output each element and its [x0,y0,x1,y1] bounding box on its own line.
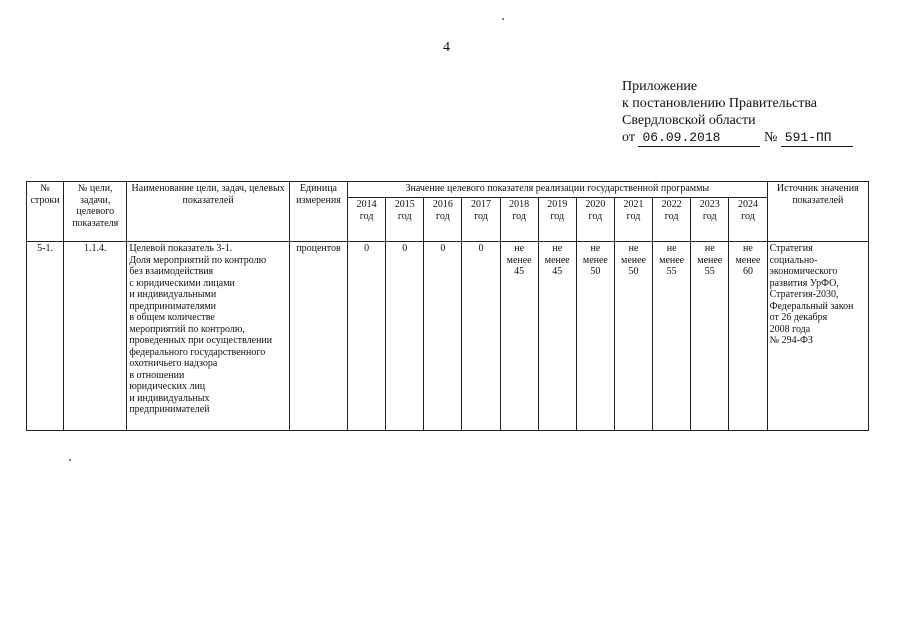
scan-speck [69,459,71,461]
header-year: 2016 год [424,198,462,242]
from-prefix: от [622,130,635,145]
cell-unit: процентов [289,242,347,431]
header-year: 2023 год [691,198,729,242]
scan-speck [502,18,504,20]
appendix-line: к постановлению Правительства [622,96,818,111]
cell-value: 0 [424,242,462,431]
number-prefix: № [763,130,778,145]
header-year: 2015 год [386,198,424,242]
cell-value: не менее 55 [653,242,691,431]
header-name: Наименование цели, задач, целевых показателей [127,182,290,242]
header-year: 2019 год [538,198,576,242]
header-row-number: № строки [27,182,64,242]
appendix-block [622,78,853,147]
header-year: 2020 год [576,198,614,242]
header-year: 2022 год [653,198,691,242]
cell-value: не менее 50 [614,242,652,431]
table-row [27,242,869,431]
header-year: 2018 год [500,198,538,242]
appendix-title: Приложение [622,79,698,94]
cell-value: 0 [386,242,424,431]
page-number: 4 [443,40,450,55]
cell-value: не менее 45 [538,242,576,431]
decree-number: 591-ПП [781,129,853,147]
header-year: 2017 год [462,198,500,242]
header-year: 2024 год [729,198,767,242]
cell-value: не менее 50 [576,242,614,431]
cell-value: не менее 55 [691,242,729,431]
cell-indicator-name: Целевой показатель 3-1. Доля мероприятий по контролю без взаимодействия с юридическими лицами и индивидуальными предпринимателями в общем количестве мероприятий по контролю, проведенных при осуществлении федерального государственного охотничьего надзора в отношении юридических лиц и индивидуальных предпринимателей [127,242,290,431]
header-year: 2014 год [348,198,386,242]
indicator-table [26,181,869,431]
cell-value: 0 [462,242,500,431]
cell-row-number: 5-1. [27,242,64,431]
cell-value: не менее 60 [729,242,767,431]
cell-goal-number: 1.1.4. [64,242,127,431]
header-unit: Единица измерения [289,182,347,242]
appendix-date-line [622,129,853,147]
header-year: 2021 год [614,198,652,242]
decree-date: 06.09.2018 [638,129,760,147]
cell-value: 0 [348,242,386,431]
appendix-line: Свердловской области [622,113,756,128]
header-source: Источник значения показателей [767,182,868,242]
header-values-group: Значение целевого показателя реализации государственной программы [348,182,768,198]
cell-value: не менее 45 [500,242,538,431]
cell-source: Стратегия социально- экономического развития УрФО, Стратегия-2030, Федеральный закон от 26 декабря 2008 года № 294-ФЗ [767,242,868,431]
header-goal-number: № цели, задачи, целевого показателя [64,182,127,242]
